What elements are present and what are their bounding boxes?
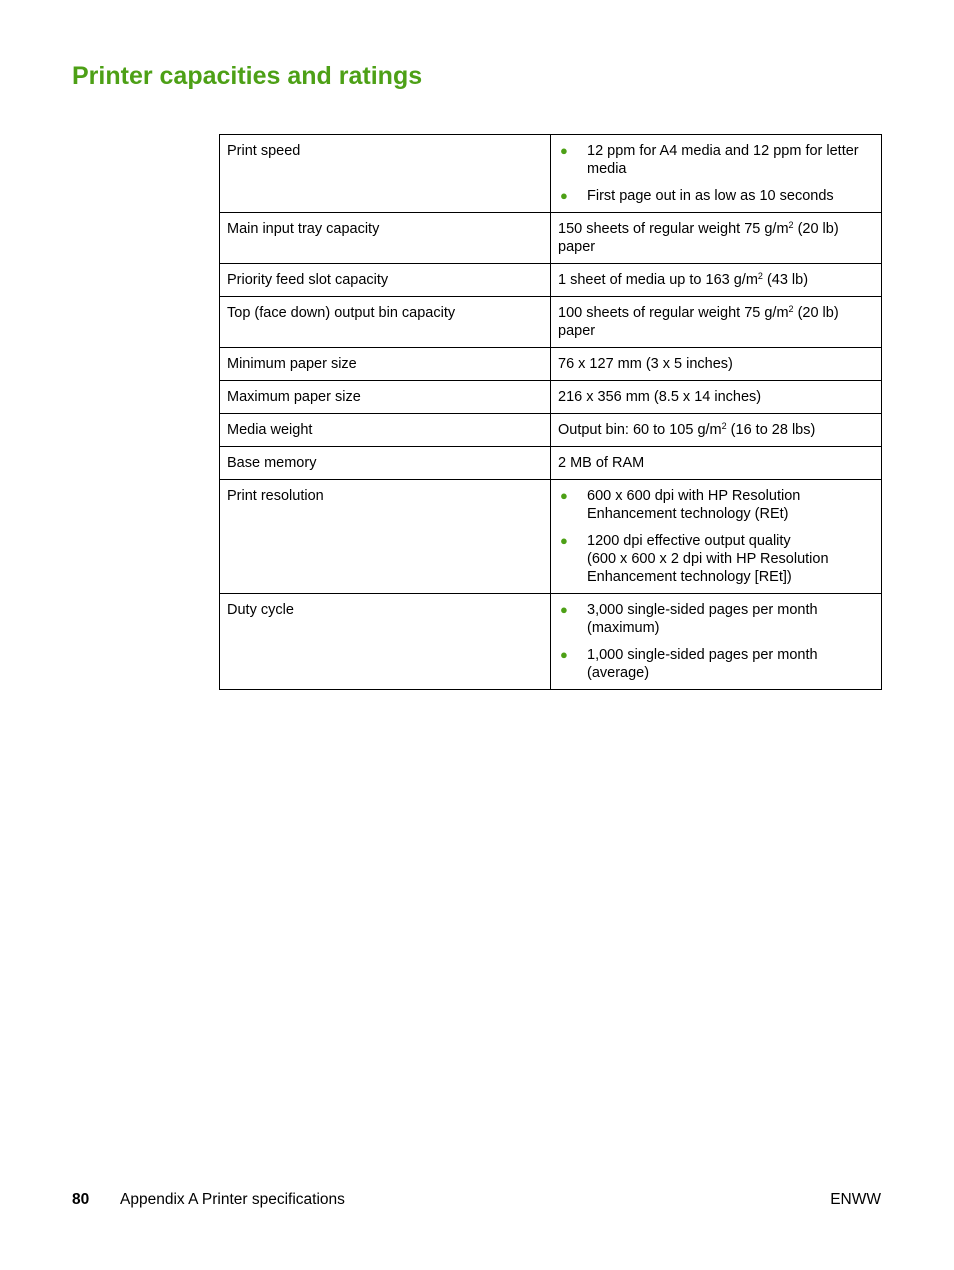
value-text: Output bin: 60 to 105 g/m: [558, 422, 722, 438]
superscript: 2: [788, 304, 794, 314]
value-text: (43 lb): [762, 272, 809, 288]
list-item: [558, 187, 875, 205]
bullet-text: 3,000 single-sided pages per month (maximum): [587, 602, 818, 636]
table-row: [220, 135, 882, 213]
bullet-icon: ●: [560, 602, 568, 617]
value-text: (16 to 28 lbs): [726, 422, 816, 438]
spec-value: [551, 414, 882, 447]
page-number: 80: [72, 1191, 90, 1208]
specs-table: [219, 134, 882, 690]
value-text: 150 sheets of regular weight 75 g/m: [558, 221, 789, 237]
table-row: [220, 381, 882, 414]
table-row: [220, 414, 882, 447]
spec-label: Print resolution: [220, 480, 551, 594]
bullet-text: 12 ppm for A4 media and 12 ppm for letter media: [587, 143, 859, 177]
list-item: [558, 487, 875, 523]
list-item: [558, 532, 875, 586]
bullet-icon: ●: [560, 488, 568, 503]
spec-value: 216 x 356 mm (8.5 x 14 inches): [551, 381, 882, 414]
spec-label: Base memory: [220, 447, 551, 480]
spec-value: [551, 594, 882, 690]
spec-value: [551, 135, 882, 213]
bullet-list: [558, 142, 875, 205]
superscript: 2: [757, 271, 763, 281]
bullet-list: [558, 601, 875, 682]
value-text: (20 lb) paper: [558, 221, 839, 255]
table-row: [220, 480, 882, 594]
list-item: [558, 601, 875, 637]
table-row: [220, 213, 882, 264]
bullet-icon: ●: [560, 188, 568, 203]
spec-label: Media weight: [220, 414, 551, 447]
footer-code: ENWW: [830, 1191, 881, 1208]
footer-section: Appendix A Printer specifications: [120, 1191, 345, 1208]
spec-value: [551, 480, 882, 594]
spec-label: Print speed: [220, 135, 551, 213]
value-text: (20 lb) paper: [558, 305, 839, 339]
bullet-icon: ●: [560, 533, 568, 548]
list-item: [558, 142, 875, 178]
spec-value: [551, 297, 882, 348]
page-title: Printer capacities and ratings: [72, 62, 423, 90]
table-row: [220, 447, 882, 480]
bullet-icon: ●: [560, 143, 568, 158]
bullet-text: 1200 dpi effective output quality (600 x 600 x 2 dpi with HP Resolution Enhancement technology [REt]): [587, 533, 829, 585]
bullet-list: [558, 487, 875, 586]
spec-label: Priority feed slot capacity: [220, 264, 551, 297]
bullet-text: 1,000 single-sided pages per month (average): [587, 647, 818, 681]
table-row: [220, 264, 882, 297]
spec-label: Maximum paper size: [220, 381, 551, 414]
list-item: [558, 646, 875, 682]
bullet-icon: ●: [560, 647, 568, 662]
spec-value: [551, 213, 882, 264]
spec-label: Minimum paper size: [220, 348, 551, 381]
table-row: [220, 297, 882, 348]
superscript: 2: [788, 220, 794, 230]
table-row: [220, 348, 882, 381]
superscript: 2: [721, 421, 727, 431]
spec-value: 2 MB of RAM: [551, 447, 882, 480]
bullet-text: 600 x 600 dpi with HP Resolution Enhancement technology (REt): [587, 488, 801, 522]
value-text: 100 sheets of regular weight 75 g/m: [558, 305, 789, 321]
spec-label: Top (face down) output bin capacity: [220, 297, 551, 348]
spec-value: [551, 264, 882, 297]
table-row: [220, 594, 882, 690]
bullet-text: First page out in as low as 10 seconds: [587, 188, 834, 204]
spec-value: 76 x 127 mm (3 x 5 inches): [551, 348, 882, 381]
spec-label: Main input tray capacity: [220, 213, 551, 264]
spec-label: Duty cycle: [220, 594, 551, 690]
value-text: 1 sheet of media up to 163 g/m: [558, 272, 758, 288]
